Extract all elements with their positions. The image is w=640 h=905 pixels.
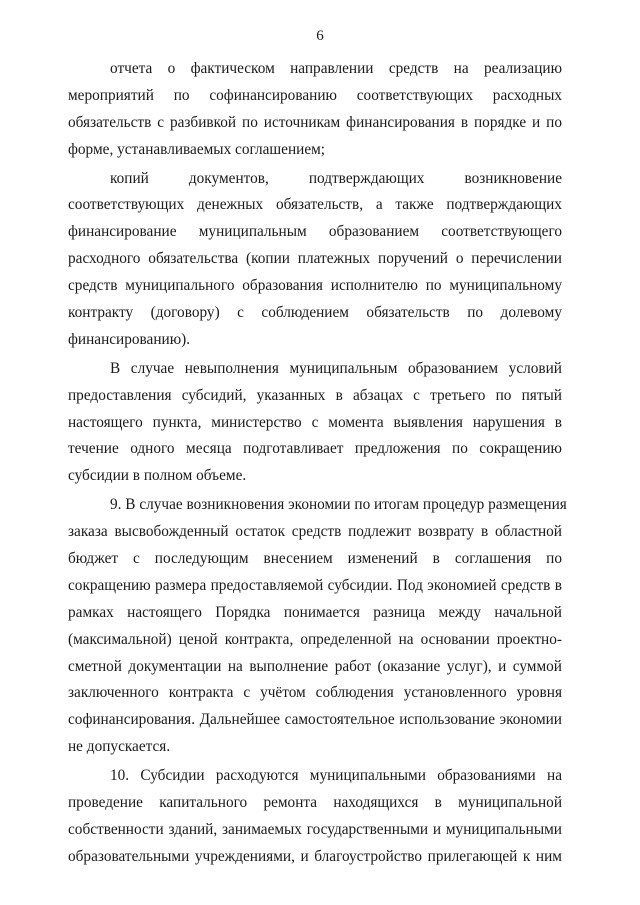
text-line: течение одного месяца подготавливает предложения по сокращению xyxy=(68,440,562,458)
text-line: В случае невыполнения муниципальным образованием условий xyxy=(110,359,562,377)
text-line: проведение капитального ремонта находящихся в муниципальной xyxy=(68,794,562,812)
text-line: субсидии в полном объеме. xyxy=(68,467,247,485)
paragraph-report-clause xyxy=(68,56,562,164)
text-line: сметной документации на выполнение работ (оказание услуг), и суммой xyxy=(68,657,562,675)
text-line: рамках настоящего Порядка понимается разница между начальной xyxy=(68,603,562,621)
text-line: обязательств с разбивкой по источникам финансирования в порядке и по xyxy=(68,113,562,131)
text-line: предоставления субсидий, указанных в абзацах с третьего по пятый xyxy=(68,386,562,404)
text-line: контракту (договору) с соблюдением обязательств по долевому xyxy=(68,304,562,322)
paragraph-section-9 xyxy=(68,492,567,761)
text-line: настоящего пункта, министерство с момента выявления нарушения в xyxy=(68,413,562,431)
text-line: отчета о фактическом направлении средств на реализацию xyxy=(110,60,562,77)
text-line: расходного обязательства (копии платежных поручений о перечислении xyxy=(68,250,562,268)
text-line: собственности зданий, занимаемых государственными и муниципальными xyxy=(68,820,562,838)
paragraph-copies-clause xyxy=(68,166,562,354)
text-line: средств муниципального образования исполнителю по муниципальному xyxy=(68,277,562,295)
page-number: 6 xyxy=(316,28,324,44)
text-line: копий документов, подтверждающих возникновение xyxy=(110,169,562,187)
text-line: 10. Субсидии расходуются муниципальными образованиями на xyxy=(110,767,562,785)
text-line: бюджет с последующим внесением изменений в соглашения по xyxy=(68,550,562,568)
paragraph-noncompliance xyxy=(68,356,562,490)
text-line: финансирование муниципальным образованием соответствующего xyxy=(68,223,562,241)
text-line: софинансирования. Дальнейшее самостоятельное использование экономии xyxy=(68,711,562,729)
text-line: сокращению размера предоставляемой субсидии. Под экономией средств в xyxy=(68,576,562,594)
text-line: (максимальной) ценой контракта, определенной на основании проектно- xyxy=(68,630,562,648)
text-line: 9. В случае возникновения экономии по итогам процедур размещения xyxy=(110,496,567,514)
text-line: не допускается. xyxy=(68,738,171,756)
document-body xyxy=(68,56,567,871)
text-line: мероприятий по софинансированию соответствующих расходных xyxy=(68,86,562,104)
text-line: форме, устанавливаемых соглашением; xyxy=(68,140,326,158)
text-line: образовательными учреждениями, и благоустройство прилегающей к ним xyxy=(68,847,562,865)
text-line: соответствующих денежных обязательств, а также подтверждающих xyxy=(68,196,562,214)
text-line: финансированию). xyxy=(68,330,191,348)
paragraph-section-10 xyxy=(68,763,562,871)
text-line: заказа высвобожденный остаток средств подлежит возврату в областной xyxy=(68,523,562,541)
text-line: заключенного контракта с учётом соблюдения установленного уровня xyxy=(68,684,562,702)
